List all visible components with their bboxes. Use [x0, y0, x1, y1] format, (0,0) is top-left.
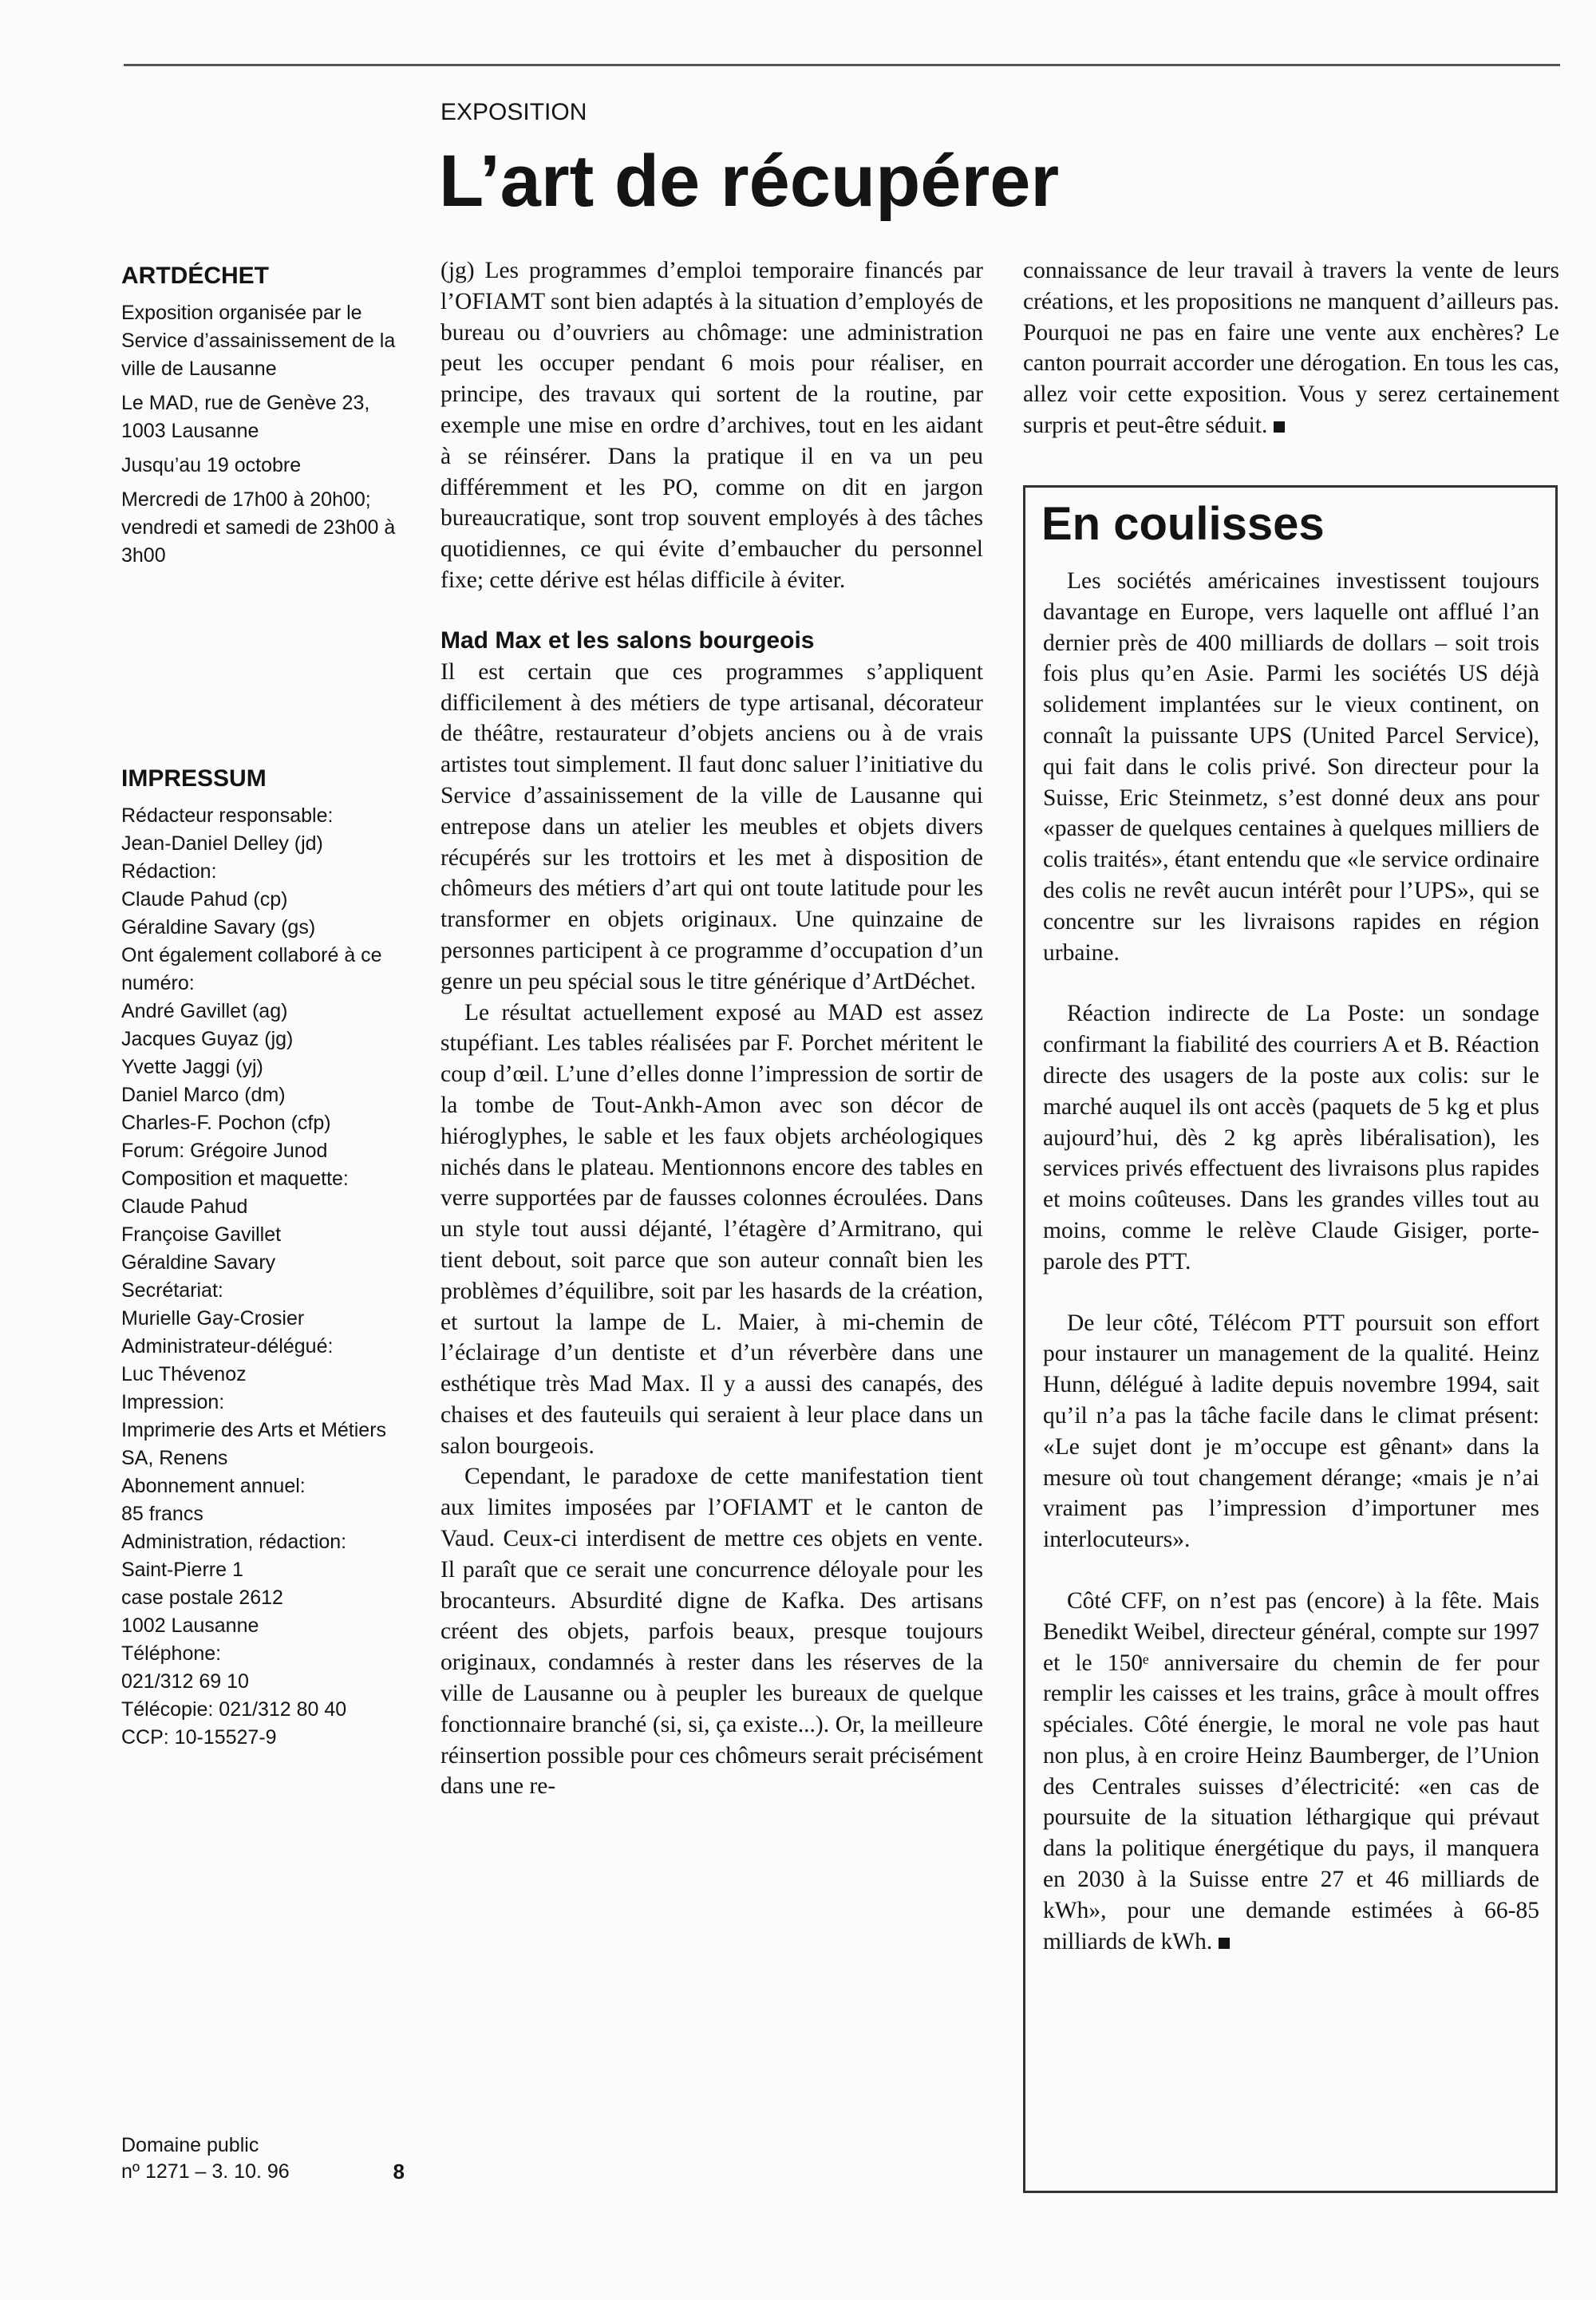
impressum-line: Composition et maquette: — [121, 1168, 349, 1190]
impressum-line: Téléphone: — [121, 1642, 222, 1665]
impressum-line: case postale 2612 — [121, 1587, 283, 1609]
impressum-line: Jacques Guyaz (jg) — [121, 1028, 294, 1050]
impressum — [121, 765, 409, 1752]
section-kicker: EXPOSITION — [440, 99, 587, 125]
impressum-line: André Gavillet (ag) — [121, 1000, 288, 1022]
impressum-line: 85 francs — [121, 1503, 203, 1525]
article-column-2 — [1023, 255, 1559, 441]
impressum-line: Jean-Daniel Delley (jd) — [121, 832, 323, 855]
article-headline: L’art de récupérer — [439, 140, 1060, 222]
publication-name: Domaine public — [121, 2134, 259, 2156]
box-paragraph-text: Côté CFF, on n’est pas (encore) à la fête. Mais Benedikt Weibel, directeur général, compte sur 1997 et le 150ᵉ anniversaire du chemin de fer pour remplir les caisses et les trains, grâce à moult offres spéciales. Côté énergie, le moral ne vole pas haut non plus, à en croire Heinz Baumberger, de l’Union des Centrales suisses d’électricité: «en cas de poursuite de la situation léthargique qui prévaut dans la politique énergétique du pays, il manquera en 2030 à la Suisse entre 27 et 46 milliards de kWh», pour une demande estimées à 66-85 milliards de kWh. — [1043, 1587, 1539, 1954]
page-number: 8 — [393, 2160, 405, 2183]
article-paragraph: Le résultat actuellement exposé au MAD est assez stupéfiant. Les tables réalisées par F. Porchet méritent le coup d’œil. L’une d’elles donne l’impression de sortir de la tombe de Tout-Ankh-Amon avec son décor de hiéroglyphes, le sable et les faux objets archéologiques nichés dans le plateau. Mentionnons encore des tables en verre supportées par de fausses colonnes écroulées. Dans un style tout aussi déjanté, l’étagère d’Armitrano, qui tient debout, soit parce que son auteur connaît bien les problèmes d’équilibre, soit par les hasards de la création, et surtout la lampe de L. Maier, à mi-chemin de l’éclairage d’un dentiste et d’un réverbère dans une esthétique très Mad Max. Il y a aussi des canapés, des chaises et des fauteuils qui seraient à leur place dans un salon bourgeois. — [440, 999, 983, 1459]
box-paragraph: Réaction indirecte de La Poste: un sondage confirmant la fiabilité des courriers A et B. Réaction directe des usagers de la poste aux colis: sur le marché auquel ils ont accès (paquets de 5 kg et plus aujourd’hui, dès 2 kg après libéralisation), les services privés effectuent des livraisons plus rapides et moins coûteuses. Dans les grandes villes tout au moins, comme le relève Claude Gisiger, porte-parole des PTT. — [1043, 1001, 1539, 1274]
impressum-line: Administration, rédaction: — [121, 1531, 347, 1553]
impressum-line: Rédaction: — [121, 860, 217, 883]
impressum-line: Ont également collaboré à ce numéro: — [121, 944, 382, 994]
box-paragraph — [1043, 1586, 1539, 1958]
article-paragraph: Il est certain que ces programmes s’appliquent difficilement à des métiers de type artisanal, décorateur de théâtre, restaurateur d’objets anciens ou à de vrais artistes tout simplement. Il faut donc saluer l’initiative du Service d’assainissement de la ville de Lausanne qui entrepose dans un atelier les meubles et objets divers récupérés sur les trottoirs et les met à disposition de chômeurs des métiers d’art qui ont toute latitude pour les transformer en objets originaux. Une quinzaine de personnes participent à ce programme d’occupation d’un genre un peu spécial sous le titre générique d’ArtDéchet. — [440, 658, 983, 994]
exhibition-info-line: Le MAD, rue de Genève 23, 1003 Lausanne — [121, 392, 370, 442]
exhibition-info-title: ARTDÉCHET — [121, 263, 269, 289]
box-title: En coulisses — [1041, 498, 1325, 550]
article-paragraph — [1023, 255, 1559, 441]
en-coulisses-box — [1023, 485, 1558, 2193]
impressum-line: CCP: 10-15527-9 — [121, 1726, 277, 1749]
impressum-line: Charles-F. Pochon (cfp) — [121, 1112, 331, 1134]
box-paragraph: Les sociétés américaines investissent toujours davantage en Europe, vers laquelle ont afflué l’an dernier près de 400 milliards de dollars – soit trois fois plus qu’en Asie. Parmi les sociétés US déjà solidement implantées sur le vieux continent, on connaît la puissante UPS (United Parcel Service), qui fait dans le colis privé. Son directeur pour la Suisse, Eric Steinmetz, s’est donné deux ans pour «passer de quelques centaines à quelques milliers de colis traités», étant entendu que «le service ordinaire des colis ne revêt aucun intérêt pour l’UPS», qui se concentre sur les livraisons rapides en région urbaine. — [1043, 568, 1539, 966]
impressum-line: Claude Pahud — [121, 1195, 248, 1218]
top-rule — [124, 64, 1560, 66]
box-text — [1043, 566, 1539, 1957]
exhibition-info-line: Jusqu’au 19 octobre — [121, 454, 302, 476]
impressum-line: Claude Pahud (cp) — [121, 888, 288, 911]
impressum-title: IMPRESSUM — [121, 765, 267, 792]
impressum-line: Daniel Marco (dm) — [121, 1084, 286, 1106]
impressum-line: Forum: Grégoire Junod — [121, 1140, 328, 1162]
exhibition-info — [121, 262, 409, 576]
end-mark — [1274, 421, 1285, 433]
impressum-line: Secrétariat: — [121, 1279, 223, 1302]
impressum-line: Murielle Gay-Crosier — [121, 1307, 305, 1330]
article-column-1 — [440, 255, 983, 1802]
publication-footer — [121, 2132, 405, 2185]
exhibition-info-line: Mercredi de 17h00 à 20h00; vendredi et samedi de 23h00 à 3h00 — [121, 488, 396, 567]
impressum-line: 1002 Lausanne — [121, 1614, 259, 1637]
impressum-line: Géraldine Savary (gs) — [121, 916, 316, 939]
impressum-line: Luc Thévenoz — [121, 1363, 247, 1385]
impressum-line: Yvette Jaggi (yj) — [121, 1056, 263, 1078]
impressum-line: Rédacteur responsable: — [121, 804, 334, 827]
article-subhead: Mad Max et les salons bourgeois — [440, 626, 815, 654]
impressum-line: Géraldine Savary — [121, 1251, 276, 1274]
impressum-line: Télécopie: 021/312 80 40 — [121, 1698, 347, 1721]
impressum-line: Administrateur-délégué: — [121, 1335, 334, 1357]
impressum-line: Françoise Gavillet — [121, 1223, 282, 1246]
article-paragraph: (jg) Les programmes d’emploi temporaire financés par l’OFIAMT sont bien adaptés à la situation d’employés de bureau ou d’ouvriers au chômage: une administration peut les occuper pendant 6 mois pour réaliser, en principe, des travaux qui sortent de la routine, par exemple une mise en ordre d’archives, tout en les aidant à se réinsérer. Dans la pratique il en va un peu différemment et les PO, comme on dit en jargon bureaucratique, sont trop souvent employés à des tâches quotidiennes, ce qui évite d’embaucher du personnel fixe; cette dérive est hélas difficile à éviter. — [440, 258, 983, 593]
issue-number: nº 1271 – 3. 10. 96 — [121, 2160, 290, 2183]
article-paragraph-text: connaissance de leur travail à travers la vente de leurs créations, et les propositions ne manquent d’ailleurs pas. Pourquoi ne pas en faire une vente aux enchères? Le canton pourrait accorder une dérogation. En tous les cas, allez voir cette exposition. Vous y serez certainement surpris et peut-être séduit. — [1023, 258, 1559, 438]
impressum-line: Impression: — [121, 1391, 225, 1413]
impressum-line: 021/312 69 10 — [121, 1670, 249, 1693]
exhibition-info-line: Exposition organisée par le Service d’assainissement de la ville de Lausanne — [121, 302, 396, 380]
end-mark — [1219, 1938, 1230, 1949]
impressum-line: Imprimerie des Arts et Métiers SA, Renens — [121, 1419, 387, 1469]
impressum-lines — [121, 802, 409, 1752]
box-paragraph: De leur côté, Télécom PTT poursuit son effort pour instaurer un management de la qualité. Heinz Hunn, délégué à ladite depuis novembre 1994, sait qu’il n’a pas la tâche facile dans le climat présent: «Le sujet dont je m’occupe est gênant» dans la mesure où tout changement dérange; «mais je n’ai vraiment pas l’impression d’importuner mes interlocuteurs». — [1043, 1310, 1539, 1553]
impressum-line: Saint-Pierre 1 — [121, 1559, 243, 1581]
article-paragraph: Cependant, le paradoxe de cette manifestation tient aux limites imposées par l’OFIAMT et le canton de Vaud. Ceux-ci interdisent de mettre ces objets en vente. Il paraît que ce serait une concurrence déloyale pour les brocanteurs. Absurdité digne de Kafka. Des artisans créent des objets, parfois beaux, presque toujours originaux, condamnés à rester dans les réserves de la ville de Lausanne ou à peupler les bureaux de quelque fonctionnaire branché (si, si, ça existe...). Or, la meilleure réinsertion possible pour ces chômeurs serait précisément dans une re- — [440, 1464, 983, 1800]
impressum-line: Abonnement annuel: — [121, 1475, 306, 1497]
